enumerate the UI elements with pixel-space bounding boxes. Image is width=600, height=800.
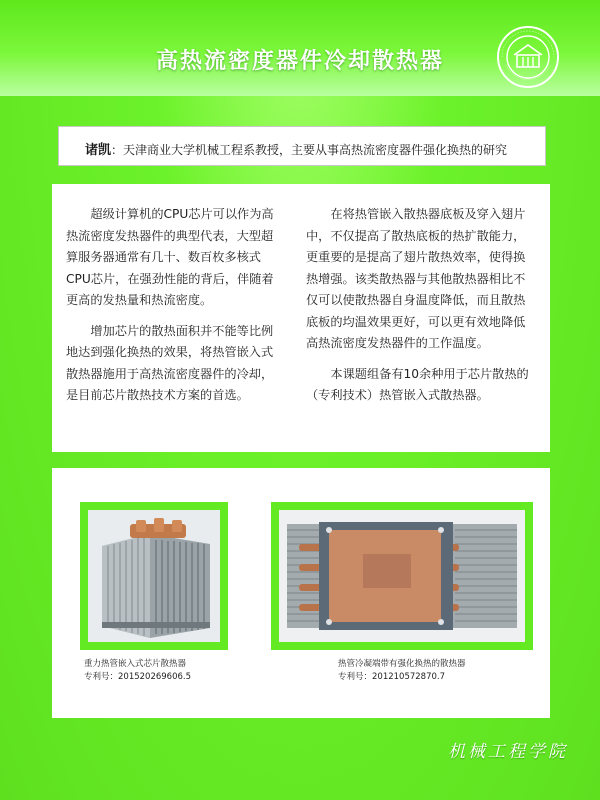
image-frame-gravity-heatpipe bbox=[80, 502, 228, 650]
caption-title: 重力热管嵌入式芯片散热器 bbox=[84, 659, 187, 669]
paragraph: 在将热管嵌入散热器底板及穿入翅片中，不仅提高了散热底板的热扩散能力，更重要的是提高了翅片散热效率，使得换热增强。该类散热器与其他散热器相比不仅可以使散热器自身温度降低，而且散热底板的均温效果更好，可以更有效地降低高热流密度发热器件的工作温度。 bbox=[306, 207, 526, 350]
image-frame-enhanced-condenser bbox=[271, 502, 533, 650]
footer-signature: 机械工程学院 bbox=[448, 742, 568, 762]
caption-title: 热管冷凝端带有强化换热的散热器 bbox=[338, 659, 466, 669]
author-panel bbox=[58, 126, 546, 166]
paragraph: 超级计算机的CPU芯片可以作为高热流密度发热器件的典型代表，大型超算服务器通常有几十、数百枚多核式CPU芯片，在强劲性能的背后，伴随着更高的发热量和热流密度。 bbox=[66, 207, 274, 307]
body-text-panel bbox=[52, 184, 550, 452]
paragraph: 增加芯片的散热面积并不能等比例地达到强化换热的效果，将热管嵌入式散热器施用于高热流密度器件的冷却，是目前芯片散热技术方案的首选。 bbox=[66, 323, 274, 402]
left-column bbox=[66, 204, 284, 416]
author-name: 诸凯 bbox=[85, 143, 112, 158]
patent-number: 专利号：201520269606.5 bbox=[84, 672, 192, 682]
heatsink-photo-1 bbox=[88, 510, 220, 642]
author-description: ：天津商业大学机械工程系教授，主要从事高热流密度器件强化换热的研究 bbox=[111, 143, 508, 157]
caption-2 bbox=[338, 658, 466, 684]
university-seal-logo bbox=[496, 25, 560, 89]
patent-number: 专利号：201210572870.7 bbox=[338, 672, 446, 682]
poster-title: 高热流密度器件冷却散热器 bbox=[155, 49, 444, 74]
caption-1 bbox=[84, 658, 191, 684]
header-band bbox=[0, 0, 600, 96]
right-column bbox=[306, 204, 536, 416]
paragraph: 本课题组备有10余种用于芯片散热的（专利技术）热管嵌入式散热器。 bbox=[306, 366, 529, 402]
heatsink-photo-2 bbox=[279, 510, 525, 642]
author-line bbox=[85, 139, 507, 158]
